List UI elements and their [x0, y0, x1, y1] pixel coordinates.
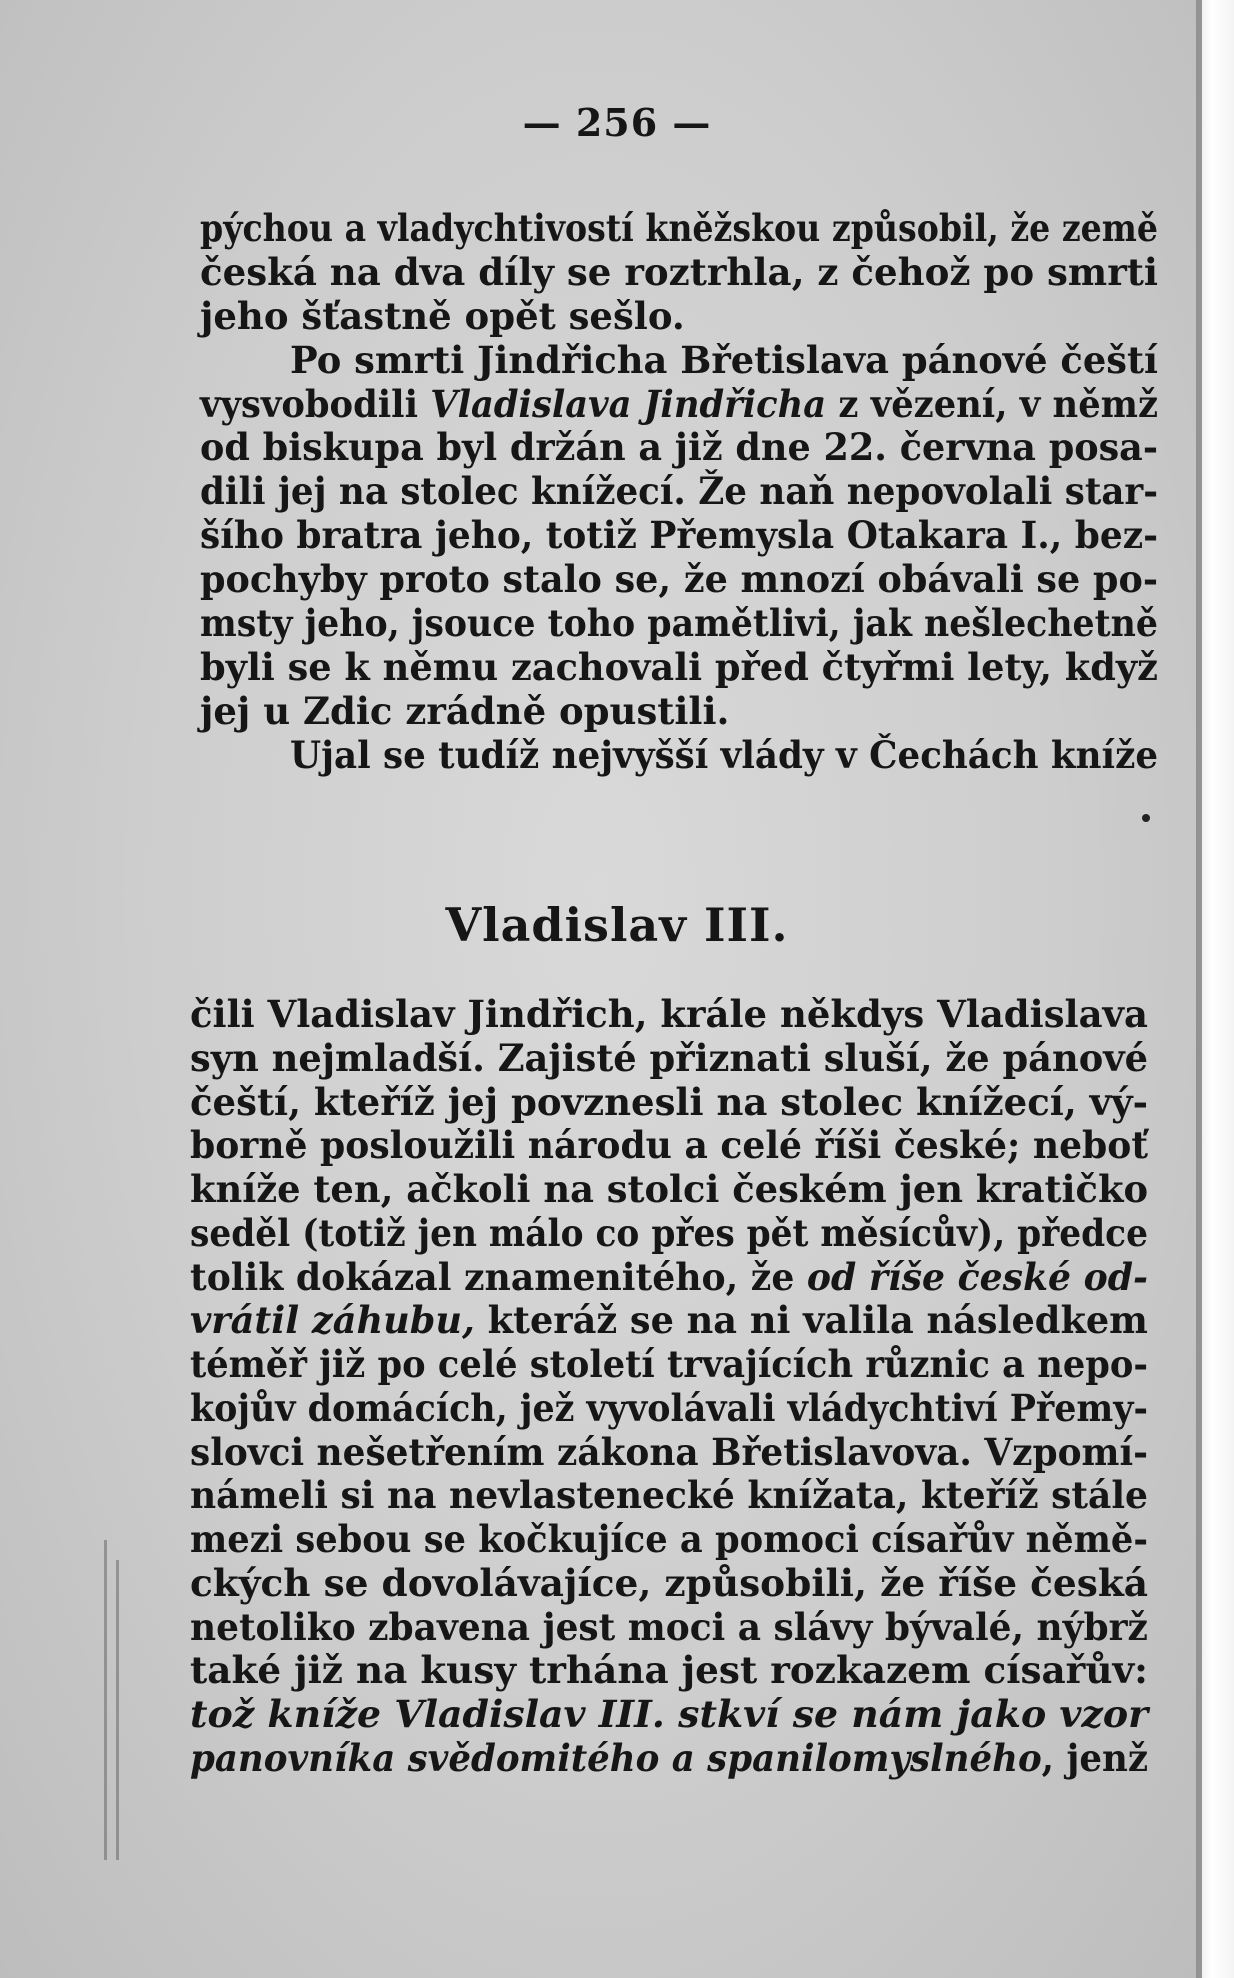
- text-line: [190, 1692, 1148, 1736]
- line-text: téměř již po celé století trvajících různic a nepo-: [190, 1342, 1148, 1386]
- line-text: pýchou a vladychtivostí kněžskou způsobil, že země: [200, 206, 1158, 250]
- line-text: od biskupa byl držán a již dne 22. června posa-: [200, 425, 1159, 470]
- text-line: [200, 601, 1158, 645]
- margin-mark: [116, 1560, 119, 1860]
- line-text: byli se k němu zachovali před čtyřmi lety, když: [200, 644, 1159, 689]
- line-text: kníže ten, ačkoli na stolci českém jen kratičko: [190, 1167, 1149, 1211]
- line-text: čeští, kteříž jej povznesli na stolec knížecí, vý-: [190, 1079, 1149, 1124]
- page-number: — 256 —: [522, 100, 712, 145]
- line-text: čili Vladislav Jindřich, krále někdys Vladislava: [190, 992, 1149, 1036]
- line-text: mezi sebou se kočkujíce a pomoci císařův němě-: [190, 1517, 1148, 1561]
- binding-shadow: [1196, 0, 1202, 1978]
- line-text: jeho šťastně opět sešlo.: [200, 293, 685, 338]
- line-text: pochyby proto stalo se, že mnozí obávali se po-: [200, 557, 1159, 601]
- line-text: Ujal se tudíž nejvyšší vlády v Čechách kníže: [290, 732, 1158, 777]
- text-line: [190, 1167, 1148, 1211]
- line-text: ckých se dovolávajíce, způsobili, že říše česká: [190, 1560, 1149, 1605]
- text-line: [200, 382, 1158, 426]
- italic-text: vrátil záhubu,: [190, 1298, 475, 1343]
- text-line: [190, 1342, 1148, 1386]
- line-text: netoliko zbavena jest moci a slávy bývalé, nýbrž: [190, 1604, 1148, 1649]
- italic-text: od říše české od-: [806, 1254, 1148, 1299]
- text-line: [200, 689, 729, 733]
- line-text: námeli si na nevlastenecké knížata, kteříž stále: [190, 1473, 1148, 1518]
- line-text: česká na dva díly se roztrhla, z čehož po smrti: [200, 249, 1158, 294]
- text-line: [190, 1430, 1148, 1474]
- line-text: msty jeho, jsouce toho pamětlivi, jak nešlechetně: [200, 600, 1159, 645]
- chapter-heading: Vladislav III.: [445, 898, 789, 952]
- text-line: [200, 469, 1158, 513]
- text-line: [290, 338, 1158, 382]
- line-text: dili jej na stolec knížecí. Že naň nepovolali star-: [200, 469, 1159, 514]
- text-line: [200, 294, 685, 338]
- line-text: šího bratra jeho, totiž Přemysla Otakara I., bez-: [200, 513, 1159, 558]
- text-line: [190, 1736, 1148, 1780]
- text-line: [190, 1255, 1148, 1299]
- text-line: [190, 1517, 1148, 1561]
- text-line: [200, 425, 1158, 469]
- line-text: seděl (totiž jen málo co přes pět měsícův), předce: [190, 1210, 1148, 1255]
- line-text: jej u Zdic zrádně opustili.: [200, 688, 730, 733]
- text-line: [200, 206, 1158, 250]
- line-text: slovci nešetřením zákona Břetislavova. Vzpomí-: [190, 1429, 1149, 1474]
- line-text: syn nejmladší. Zajisté přiznati sluší, že pánové: [190, 1035, 1149, 1080]
- text-line: [290, 733, 1158, 777]
- line-text: také již na kusy trhána jest rozkazem císařův:: [190, 1648, 1148, 1693]
- text-line: [190, 1080, 1148, 1124]
- text-line: [190, 1123, 1148, 1167]
- text-line: [190, 1648, 1148, 1692]
- line-text: tolik dokázal znamenitého, že: [190, 1254, 807, 1299]
- italic-text: tož kníže Vladislav III. stkví se nám jako vzor: [190, 1692, 1149, 1736]
- text-line: [200, 557, 1158, 601]
- print-speck: [1142, 814, 1150, 822]
- text-line: [190, 1561, 1148, 1605]
- line-text: , jenž: [1041, 1735, 1149, 1780]
- margin-mark: [104, 1540, 107, 1860]
- line-text: kojův domácích, jež vyvolávali vládychtiví Přemy-: [190, 1385, 1148, 1430]
- line-text: kteráž se na ni valila následkem: [474, 1298, 1148, 1343]
- text-line: [190, 1036, 1148, 1080]
- line-text: z vězení, v němž: [826, 381, 1159, 426]
- text-line: [200, 645, 1158, 689]
- text-line: [190, 1605, 1148, 1649]
- italic-text: Vladislava Jindřicha: [430, 381, 827, 426]
- line-text: vysvobodili: [200, 381, 431, 426]
- italic-text: panovníka svědomitého a spanilomyslného: [190, 1735, 1042, 1780]
- text-line: [200, 513, 1158, 557]
- text-line: [190, 1473, 1148, 1517]
- text-line: [200, 250, 1158, 294]
- line-text: Po smrti Jindřicha Břetislava pánové čeští: [290, 337, 1159, 382]
- text-line: [190, 1386, 1148, 1430]
- line-text: borně posloužili národu a celé říši české; neboť: [190, 1123, 1148, 1168]
- text-line: [190, 1211, 1148, 1255]
- text-line: [190, 992, 1148, 1036]
- text-line: [190, 1298, 1148, 1342]
